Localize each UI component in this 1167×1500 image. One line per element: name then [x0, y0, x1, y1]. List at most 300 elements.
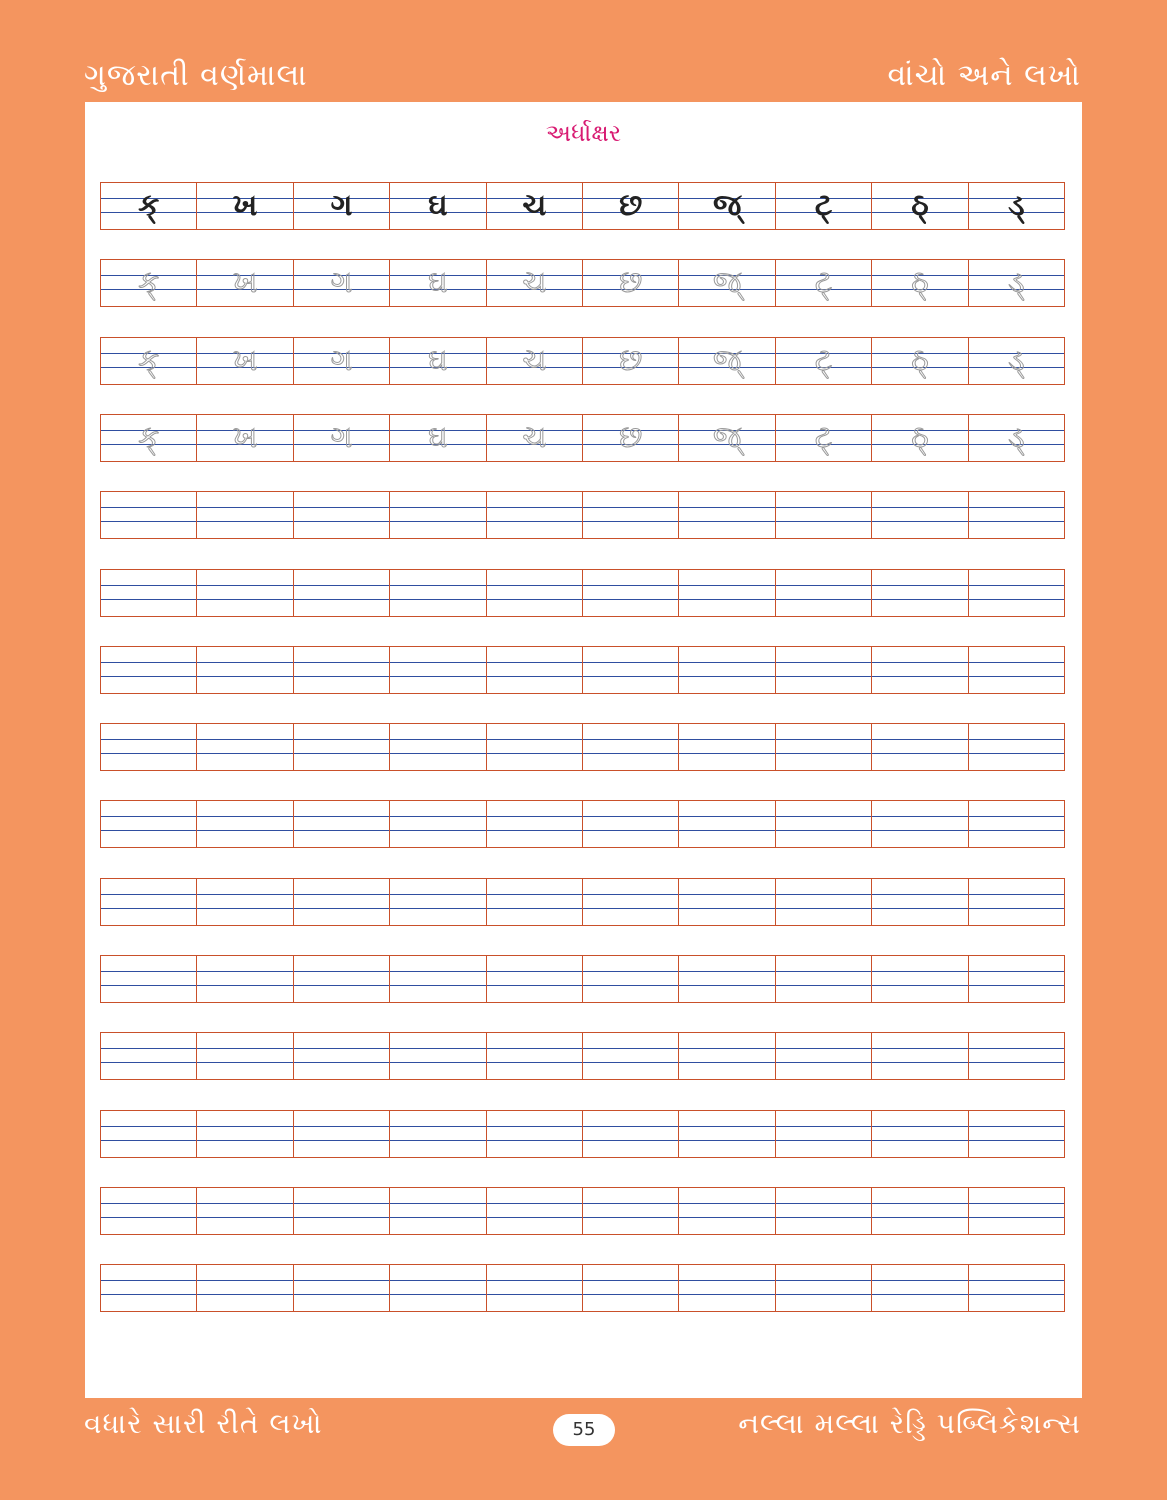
header-right-title: વાંચો અને લખો — [887, 58, 1081, 93]
guide-line — [583, 1140, 678, 1141]
writing-cell — [487, 492, 583, 538]
guide-line — [969, 739, 1064, 740]
guide-line — [197, 985, 292, 986]
writing-cell — [969, 183, 1064, 229]
guide-line — [776, 599, 871, 600]
guide-line — [969, 585, 1064, 586]
guide-line — [294, 753, 389, 754]
writing-cell — [872, 1188, 968, 1234]
guide-line — [776, 1203, 871, 1204]
guide-line — [390, 908, 485, 909]
guide-line — [679, 739, 774, 740]
guide-line — [487, 985, 582, 986]
guide-line — [872, 1217, 967, 1218]
writing-cell — [487, 801, 583, 847]
writing-cell — [294, 1265, 390, 1311]
writing-cell — [969, 956, 1064, 1002]
writing-cell — [390, 183, 486, 229]
guide-line — [872, 662, 967, 663]
writing-cell — [679, 260, 775, 306]
guide-line — [390, 985, 485, 986]
guide-line — [583, 599, 678, 600]
trace-letter: ખ — [232, 343, 258, 378]
guide-line — [101, 585, 196, 586]
writing-cell — [101, 492, 197, 538]
writing-cell — [872, 647, 968, 693]
writing-cell — [101, 1265, 197, 1311]
guide-line — [101, 1280, 196, 1281]
guide-line — [197, 1048, 292, 1049]
writing-cell — [197, 1265, 293, 1311]
writing-cell — [679, 647, 775, 693]
writing-cell — [872, 1265, 968, 1311]
guide-line — [294, 739, 389, 740]
trace-letter: ઘ — [428, 265, 448, 300]
blank-writing-row — [100, 1110, 1065, 1158]
trace-letter: છ — [619, 420, 643, 455]
guide-line — [294, 894, 389, 895]
guide-line — [872, 1203, 967, 1204]
writing-cell — [390, 260, 486, 306]
writing-cell — [197, 956, 293, 1002]
guide-line — [872, 676, 967, 677]
writing-cell — [101, 183, 197, 229]
guide-line — [101, 599, 196, 600]
guide-line — [101, 1294, 196, 1295]
writing-cell — [872, 415, 968, 461]
guide-line — [197, 521, 292, 522]
writing-cell — [679, 879, 775, 925]
guide-line — [197, 816, 292, 817]
guide-line — [294, 908, 389, 909]
guide-line — [487, 753, 582, 754]
writing-cell — [197, 570, 293, 616]
writing-cell — [390, 492, 486, 538]
blank-writing-row — [100, 646, 1065, 694]
guide-line — [872, 585, 967, 586]
guide-line — [487, 1294, 582, 1295]
writing-cell — [969, 570, 1064, 616]
trace-letter: ક્ — [138, 343, 160, 378]
trace-letter: ક્ — [138, 420, 160, 455]
writing-cell — [101, 1033, 197, 1079]
writing-cell — [487, 956, 583, 1002]
writing-cell — [294, 956, 390, 1002]
guide-line — [776, 1280, 871, 1281]
writing-cell — [487, 1265, 583, 1311]
writing-cell — [969, 647, 1064, 693]
header-left-title: ગુજરાતી વર્ણમાલા — [84, 58, 308, 93]
writing-cell — [390, 570, 486, 616]
guide-line — [776, 1048, 871, 1049]
guide-line — [487, 521, 582, 522]
page-number: 55 — [553, 1414, 615, 1446]
guide-line — [583, 1126, 678, 1127]
guide-line — [294, 1294, 389, 1295]
writing-cell — [872, 956, 968, 1002]
sheet-title: અર્ધાક્ષર — [545, 119, 622, 147]
writing-cell — [679, 1111, 775, 1157]
trace-letter: છ — [619, 265, 643, 300]
trace-letter: જ્ — [712, 343, 742, 378]
guide-line — [969, 830, 1064, 831]
guide-line — [487, 830, 582, 831]
guide-line — [776, 971, 871, 972]
guide-line — [776, 585, 871, 586]
guide-line — [390, 1294, 485, 1295]
guide-line — [776, 1126, 871, 1127]
guide-line — [390, 507, 485, 508]
guide-line — [872, 1062, 967, 1063]
writing-cell — [583, 647, 679, 693]
guide-line — [969, 816, 1064, 817]
writing-cell — [197, 879, 293, 925]
guide-line — [969, 599, 1064, 600]
guide-line — [101, 753, 196, 754]
guide-line — [679, 985, 774, 986]
writing-cell — [390, 415, 486, 461]
guide-line — [294, 1203, 389, 1204]
guide-line — [776, 753, 871, 754]
writing-cell — [872, 492, 968, 538]
writing-cell — [776, 956, 872, 1002]
writing-cell — [969, 801, 1064, 847]
writing-cell — [776, 570, 872, 616]
guide-line — [101, 908, 196, 909]
trace-letter: છ — [619, 343, 643, 378]
guide-line — [679, 599, 774, 600]
guide-line — [679, 1140, 774, 1141]
guide-line — [969, 1280, 1064, 1281]
writing-cell — [969, 1033, 1064, 1079]
guide-line — [583, 830, 678, 831]
guide-line — [101, 676, 196, 677]
writing-cell — [197, 801, 293, 847]
guide-line — [487, 1280, 582, 1281]
model-letter: ડ્ — [1008, 188, 1025, 223]
guide-line — [487, 1062, 582, 1063]
trace-letter: ટ્ — [814, 343, 833, 378]
guide-line — [487, 908, 582, 909]
guide-line — [197, 676, 292, 677]
guide-line — [101, 894, 196, 895]
guide-line — [969, 1126, 1064, 1127]
guide-line — [679, 1203, 774, 1204]
guide-line — [969, 1217, 1064, 1218]
guide-line — [583, 521, 678, 522]
guide-line — [390, 830, 485, 831]
writing-cell — [390, 724, 486, 770]
guide-line — [197, 1126, 292, 1127]
writing-cell — [487, 1111, 583, 1157]
guide-line — [390, 1062, 485, 1063]
guide-line — [101, 739, 196, 740]
guide-line — [197, 894, 292, 895]
writing-cell — [969, 879, 1064, 925]
guide-line — [583, 908, 678, 909]
writing-cell — [197, 183, 293, 229]
blank-writing-row — [100, 1264, 1065, 1312]
guide-line — [969, 1048, 1064, 1049]
guide-line — [872, 507, 967, 508]
guide-line — [679, 894, 774, 895]
guide-line — [872, 599, 967, 600]
guide-line — [776, 521, 871, 522]
guide-line — [294, 507, 389, 508]
writing-cell — [679, 338, 775, 384]
guide-line — [390, 1140, 485, 1141]
writing-cell — [776, 492, 872, 538]
writing-cell — [390, 338, 486, 384]
writing-cell — [583, 1265, 679, 1311]
writing-cell — [294, 801, 390, 847]
guide-line — [969, 894, 1064, 895]
blank-writing-row — [100, 800, 1065, 848]
guide-line — [583, 985, 678, 986]
guide-line — [583, 1280, 678, 1281]
guide-line — [390, 1126, 485, 1127]
guide-line — [679, 1048, 774, 1049]
guide-line — [872, 1294, 967, 1295]
trace-letter: ગ — [330, 265, 353, 300]
writing-cell — [679, 570, 775, 616]
guide-line — [197, 908, 292, 909]
guide-line — [776, 830, 871, 831]
trace-letter: ડ્ — [1008, 420, 1025, 455]
guide-line — [583, 1217, 678, 1218]
guide-line — [583, 816, 678, 817]
writing-cell — [487, 338, 583, 384]
guide-line — [969, 971, 1064, 972]
guide-line — [969, 985, 1064, 986]
blank-writing-row — [100, 878, 1065, 926]
guide-line — [390, 894, 485, 895]
writing-cell — [390, 879, 486, 925]
trace-letter: ઠ્ — [911, 420, 929, 455]
guide-line — [679, 1217, 774, 1218]
guide-line — [679, 1062, 774, 1063]
model-letter-row — [100, 182, 1065, 230]
writing-cell — [294, 260, 390, 306]
blank-writing-row — [100, 569, 1065, 617]
writing-cell — [197, 647, 293, 693]
writing-cell — [679, 492, 775, 538]
writing-cell — [294, 570, 390, 616]
guide-line — [872, 894, 967, 895]
writing-cell — [294, 338, 390, 384]
trace-letter: ઘ — [428, 420, 448, 455]
guide-line — [197, 739, 292, 740]
guide-line — [101, 1217, 196, 1218]
trace-letter: ડ્ — [1008, 265, 1025, 300]
trace-letter: ટ્ — [814, 265, 833, 300]
trace-letter: ક્ — [138, 265, 160, 300]
writing-cell — [776, 724, 872, 770]
writing-cell — [197, 724, 293, 770]
writing-cell — [872, 1111, 968, 1157]
guide-line — [390, 1217, 485, 1218]
writing-cell — [101, 956, 197, 1002]
guide-line — [679, 507, 774, 508]
writing-cell — [969, 1111, 1064, 1157]
guide-line — [583, 662, 678, 663]
guide-line — [197, 753, 292, 754]
writing-cell — [390, 1188, 486, 1234]
writing-cell — [583, 801, 679, 847]
writing-cell — [583, 1111, 679, 1157]
guide-line — [583, 1203, 678, 1204]
guide-line — [969, 1062, 1064, 1063]
writing-cell — [872, 1033, 968, 1079]
guide-line — [969, 1140, 1064, 1141]
writing-cell — [969, 415, 1064, 461]
guide-line — [294, 830, 389, 831]
footer-left-text: વધારે સારી રીતે લખો — [84, 1407, 323, 1440]
guide-line — [583, 507, 678, 508]
writing-cell — [776, 801, 872, 847]
guide-line — [101, 662, 196, 663]
writing-cell — [294, 647, 390, 693]
trace-letter: ડ્ — [1008, 343, 1025, 378]
blank-writing-row — [100, 1187, 1065, 1235]
writing-cell — [776, 1265, 872, 1311]
guide-line — [197, 971, 292, 972]
trace-letter-row — [100, 337, 1065, 385]
writing-cell — [872, 338, 968, 384]
guide-line — [197, 662, 292, 663]
trace-letter: ખ — [232, 420, 258, 455]
guide-line — [197, 830, 292, 831]
guide-line — [969, 521, 1064, 522]
guide-line — [101, 1126, 196, 1127]
writing-cell — [487, 1033, 583, 1079]
guide-line — [969, 507, 1064, 508]
trace-letter-row — [100, 414, 1065, 462]
writing-cell — [294, 415, 390, 461]
model-letter: ગ — [330, 188, 353, 223]
writing-cell — [679, 956, 775, 1002]
writing-cell — [101, 724, 197, 770]
model-letter: ઘ — [428, 188, 448, 223]
guide-line — [294, 1280, 389, 1281]
writing-cell — [583, 415, 679, 461]
writing-cell — [390, 647, 486, 693]
writing-cell — [679, 1265, 775, 1311]
guide-line — [101, 521, 196, 522]
trace-letter: ઠ્ — [911, 343, 929, 378]
guide-line — [390, 816, 485, 817]
writing-cell — [872, 801, 968, 847]
guide-line — [679, 1294, 774, 1295]
trace-letter: ગ — [330, 343, 353, 378]
guide-line — [294, 585, 389, 586]
writing-cell — [872, 879, 968, 925]
guide-line — [776, 816, 871, 817]
guide-line — [776, 985, 871, 986]
guide-line — [583, 1048, 678, 1049]
guide-line — [101, 507, 196, 508]
guide-line — [776, 1294, 871, 1295]
writing-cell — [390, 1033, 486, 1079]
writing-cell — [294, 879, 390, 925]
guide-line — [487, 894, 582, 895]
model-letter: ચ — [522, 188, 547, 223]
trace-letter-row — [100, 259, 1065, 307]
trace-letter: ચ — [522, 343, 547, 378]
guide-line — [679, 585, 774, 586]
guide-line — [294, 985, 389, 986]
guide-line — [583, 971, 678, 972]
writing-cell — [583, 492, 679, 538]
guide-line — [294, 971, 389, 972]
guide-line — [583, 676, 678, 677]
blank-writing-row — [100, 955, 1065, 1003]
writing-cell — [679, 1033, 775, 1079]
trace-letter: જ્ — [712, 265, 742, 300]
trace-letter: જ્ — [712, 420, 742, 455]
guide-line — [487, 816, 582, 817]
writing-cell — [197, 492, 293, 538]
guide-line — [776, 1140, 871, 1141]
writing-cell — [487, 879, 583, 925]
guide-line — [776, 662, 871, 663]
writing-cell — [583, 260, 679, 306]
guide-line — [872, 753, 967, 754]
guide-line — [583, 1294, 678, 1295]
guide-line — [487, 1126, 582, 1127]
writing-cell — [101, 570, 197, 616]
writing-cell — [969, 1265, 1064, 1311]
guide-line — [390, 585, 485, 586]
guide-line — [101, 971, 196, 972]
guide-line — [583, 894, 678, 895]
writing-cell — [197, 260, 293, 306]
guide-line — [679, 662, 774, 663]
guide-line — [487, 1048, 582, 1049]
guide-line — [487, 599, 582, 600]
writing-cell — [390, 1265, 486, 1311]
writing-cell — [583, 570, 679, 616]
writing-cell — [872, 260, 968, 306]
writing-cell — [776, 1033, 872, 1079]
guide-line — [101, 830, 196, 831]
writing-cell — [776, 1111, 872, 1157]
guide-line — [294, 1217, 389, 1218]
writing-cell — [487, 415, 583, 461]
guide-line — [969, 662, 1064, 663]
guide-line — [390, 1048, 485, 1049]
guide-line — [969, 753, 1064, 754]
writing-cell — [294, 1033, 390, 1079]
writing-cell — [872, 724, 968, 770]
writing-cell — [776, 879, 872, 925]
guide-line — [776, 739, 871, 740]
guide-line — [487, 1140, 582, 1141]
writing-cell — [583, 956, 679, 1002]
guide-line — [679, 830, 774, 831]
writing-cell — [776, 647, 872, 693]
guide-line — [969, 1294, 1064, 1295]
writing-cell — [101, 647, 197, 693]
writing-cell — [101, 1188, 197, 1234]
writing-cell — [197, 1111, 293, 1157]
trace-letter: ટ્ — [814, 420, 833, 455]
writing-cell — [776, 338, 872, 384]
writing-cell — [294, 183, 390, 229]
guide-line — [872, 1048, 967, 1049]
writing-cell — [969, 338, 1064, 384]
guide-line — [390, 1280, 485, 1281]
